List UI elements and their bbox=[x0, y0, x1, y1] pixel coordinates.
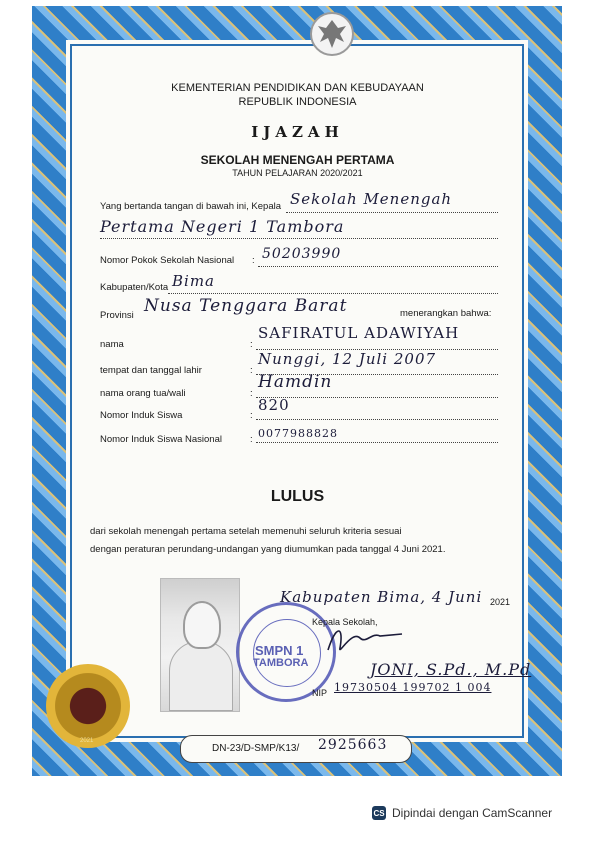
photo-figure-body bbox=[169, 641, 233, 711]
school-level: SEKOLAH MENENGAH PERTAMA bbox=[200, 153, 395, 167]
serial-prefix: DN-23/D-SMP/K13/ bbox=[212, 743, 300, 754]
school-name-line2: Pertama Negeri 1 Tambora bbox=[100, 217, 345, 236]
nis-label: Nomor Induk Siswa bbox=[100, 410, 183, 421]
province-suffix: menerangkan bahwa: bbox=[400, 308, 492, 319]
republic-title: REPUBLIK INDONESIA bbox=[238, 96, 357, 108]
seal-year: 2021 bbox=[80, 738, 94, 744]
ministry-title: KEMENTERIAN PENDIDIKAN DAN KEBUDAYAAN bbox=[171, 82, 424, 94]
garuda-emblem-icon bbox=[310, 12, 354, 56]
nisn-colon: : bbox=[250, 434, 253, 445]
province-value: Nusa Tenggara Barat bbox=[144, 296, 348, 316]
stamp-text-district: TAMBORA bbox=[253, 657, 309, 669]
nisn-value: 0077988828 bbox=[258, 427, 338, 440]
camscanner-text: Dipindai dengan CamScanner bbox=[392, 806, 553, 820]
graduation-status: LULUS bbox=[270, 488, 325, 505]
camscanner-watermark bbox=[372, 806, 552, 820]
dotted-line bbox=[256, 396, 498, 398]
nip-value: 19730504 199702 1 004 bbox=[334, 681, 492, 694]
serial-number: 2925663 bbox=[318, 737, 388, 753]
school-name-line1: Sekolah Menengah bbox=[290, 190, 453, 208]
student-name-value: SAFIRATUL ADAWIYAH bbox=[258, 324, 460, 342]
dotted-line bbox=[256, 418, 498, 420]
nisn-label: Nomor Induk Siswa Nasional bbox=[100, 434, 222, 445]
birth-label: tempat dan tanggal lahir bbox=[100, 365, 202, 376]
photo-figure-head bbox=[183, 601, 221, 649]
stamp-text-school: SMPN 1 bbox=[255, 643, 304, 658]
academic-year: TAHUN PELAJARAN 2020/2021 bbox=[232, 168, 363, 178]
document-type: IJAZAH bbox=[251, 123, 344, 141]
dotted-line bbox=[100, 237, 498, 239]
birth-colon: : bbox=[250, 365, 253, 376]
birth-value: Nunggi, 12 Juli 2007 bbox=[258, 350, 437, 368]
signature-title: Kepala Sekolah, bbox=[312, 617, 378, 627]
nip-label: NIP bbox=[312, 688, 328, 698]
nis-value: 820 bbox=[258, 396, 290, 414]
city-label: Kabupaten/Kota bbox=[100, 282, 169, 293]
signer-name: JONI, S.Pd., M.Pd bbox=[370, 660, 532, 679]
parent-colon: : bbox=[250, 388, 253, 399]
handwritten-signature bbox=[318, 620, 408, 660]
nis-colon: : bbox=[250, 410, 253, 421]
dotted-line bbox=[286, 211, 498, 213]
npsn-colon: : bbox=[252, 255, 255, 266]
dotted-line bbox=[256, 441, 498, 443]
statement-line1: dari sekolah menengah pertama setelah memenuhi seluruh kriteria sesuai bbox=[90, 526, 402, 537]
student-photo bbox=[160, 578, 240, 712]
signature-place-date: Kabupaten Bima, 4 Juni bbox=[280, 588, 483, 606]
student-name-colon: : bbox=[250, 339, 253, 350]
dotted-line bbox=[258, 265, 498, 267]
parent-value: Hamdin bbox=[258, 372, 333, 392]
hologram-seal bbox=[46, 664, 130, 748]
signature-year: 2021 bbox=[490, 597, 511, 607]
dotted-line bbox=[168, 292, 498, 294]
city-value: Bima bbox=[172, 272, 215, 290]
statement-line2: dengan peraturan perundang-undangan yang diumumkan pada tanggal 4 Juni 2021. bbox=[90, 544, 446, 555]
student-name-label: nama bbox=[100, 339, 124, 350]
npsn-label: Nomor Pokok Sekolah Nasional bbox=[100, 255, 235, 266]
parent-label: nama orang tua/wali bbox=[100, 388, 186, 399]
province-label: Provinsi bbox=[100, 310, 134, 321]
camscanner-logo-icon: CS bbox=[372, 806, 386, 820]
intro-label: Yang bertanda tangan di bawah ini, Kepala bbox=[100, 201, 281, 212]
npsn-value: 50203990 bbox=[262, 246, 342, 262]
